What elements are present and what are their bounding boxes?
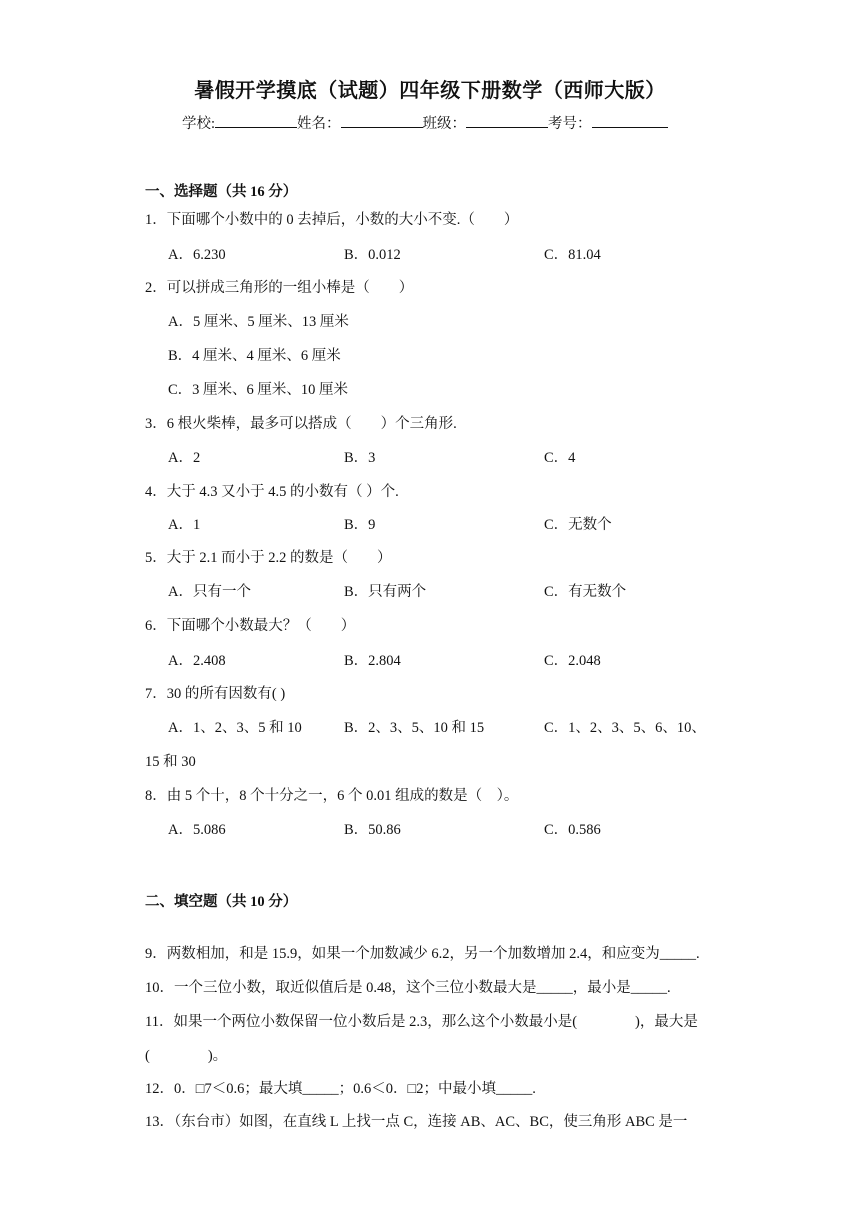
question-7: 7．30 的所有因数有( ) — [145, 686, 286, 702]
name-label: 姓名： — [297, 116, 341, 132]
student-info-line — [182, 112, 668, 133]
question-12: 12．0．□7＜0.6；最大填_____；0.6＜0．□2；中最小填_____. — [145, 1081, 536, 1097]
q3-option-c[interactable]: C．4 — [544, 450, 576, 466]
q1-option-c[interactable]: C．81.04 — [544, 247, 601, 263]
q7-option-a[interactable]: A．1、2、3、5 和 10 — [168, 720, 302, 736]
q4-option-b[interactable]: B．9 — [344, 517, 376, 533]
q6-option-a[interactable]: A．2.408 — [168, 653, 226, 669]
question-2: 2．可以拼成三角形的一组小棒是（ ） — [145, 280, 414, 296]
q6-option-b[interactable]: B．2.804 — [344, 653, 401, 669]
number-blank[interactable] — [592, 113, 668, 128]
question-1: 1．下面哪个小数中的 0 去掉后，小数的大小不变.（ ） — [145, 212, 519, 228]
number-label: 考号： — [548, 116, 592, 132]
question-8: 8．由 5 个十，8 个十分之一，6 个 0.01 组成的数是（ ）。 — [145, 788, 519, 804]
q3-option-a[interactable]: A．2 — [168, 450, 201, 466]
question-11: 11．如果一个两位小数保留一位小数后是 2.3，那么这个小数最小是( )，最大是 — [145, 1014, 698, 1030]
question-3: 3．6 根火柴棒，最多可以搭成（ ）个三角形. — [145, 416, 457, 432]
q6-option-c[interactable]: C．2.048 — [544, 653, 601, 669]
q1-option-b[interactable]: B．0.012 — [344, 247, 401, 263]
question-9: 9．两数相加，和是 15.9，如果一个加数减少 6.2，另一个加数增加 2.4，和应变为_____. — [145, 946, 700, 962]
q7-option-b[interactable]: B．2、3、5、10 和 15 — [344, 720, 485, 736]
q8-option-c[interactable]: C．0.586 — [544, 822, 601, 838]
q2-option-c[interactable]: C．3 厘米、6 厘米、10 厘米 — [168, 382, 349, 398]
q8-option-a[interactable]: A．5.086 — [168, 822, 226, 838]
school-label: 学校: — [182, 116, 216, 132]
q4-option-c[interactable]: C．无数个 — [544, 517, 612, 533]
q5-option-c[interactable]: C．有无数个 — [544, 584, 627, 600]
q8-option-b[interactable]: B．50.86 — [344, 822, 401, 838]
question-6: 6．下面哪个小数最大？（ ） — [145, 618, 356, 634]
question-11-continued: ( )。 — [145, 1048, 228, 1064]
question-4: 4．大于 4.3 又小于 4.5 的小数有（ ）个. — [145, 484, 399, 500]
q2-option-a[interactable]: A．5 厘米、5 厘米、13 厘米 — [168, 314, 349, 330]
q7-option-c-continued: 15 和 30 — [145, 754, 196, 770]
q1-option-a[interactable]: A．6.230 — [168, 247, 226, 263]
question-10: 10．一个三位小数，取近似值后是 0.48，这个三位小数最大是_____，最小是_____. — [145, 980, 671, 996]
q7-option-c[interactable]: C．1、2、3、5、6、10、 — [544, 720, 706, 736]
q2-option-b[interactable]: B．4 厘米、4 厘米、6 厘米 — [168, 348, 341, 364]
school-blank[interactable] — [215, 113, 297, 128]
question-13: 13．（东台市）如图，在直线 L 上找一点 C，连接 AB、AC、BC，使三角形 ABC 是一 — [145, 1114, 688, 1130]
q5-option-b[interactable]: B．只有两个 — [344, 584, 427, 600]
q3-option-b[interactable]: B．3 — [344, 450, 376, 466]
exam-title: 暑假开学摸底（试题）四年级下册数学（西师大版） — [194, 80, 666, 102]
section-fill-heading: 二、填空题（共 10 分） — [145, 894, 298, 910]
class-label: 班级： — [422, 116, 467, 132]
q4-option-a[interactable]: A．1 — [168, 517, 201, 533]
q5-option-a[interactable]: A．只有一个 — [168, 584, 251, 600]
section-choice-heading: 一、选择题（共 16 分） — [145, 184, 298, 200]
question-5: 5．大于 2.1 而小于 2.2 的数是（ ） — [145, 550, 392, 566]
class-blank[interactable] — [466, 113, 548, 128]
name-blank[interactable] — [341, 113, 423, 128]
